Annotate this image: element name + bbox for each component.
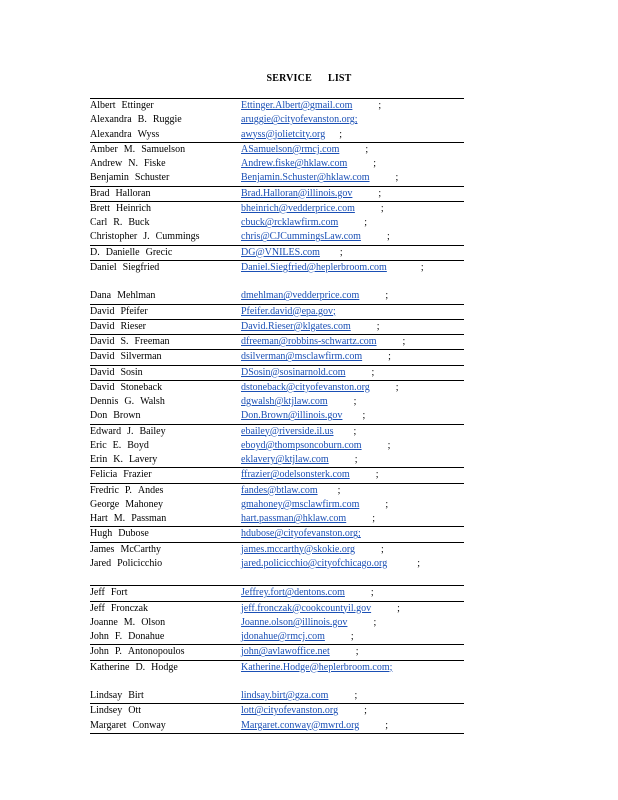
table-row (90, 260, 464, 289)
table-row (90, 186, 464, 201)
contact-email (241, 350, 464, 365)
name-word: David (90, 381, 115, 393)
separator-semicolon: ; (385, 498, 389, 510)
separator-semicolon: ; (385, 719, 389, 731)
name-word: Brad (90, 187, 110, 199)
name-word: E. (112, 439, 122, 451)
name-word: Hart (90, 513, 108, 524)
separator-semicolon: ; (417, 557, 420, 569)
email-link[interactable]: bheinrich@vedderprice.com (241, 202, 355, 214)
table-row (90, 557, 464, 586)
separator-semicolon: ; (385, 290, 389, 302)
separator-semicolon: ; (353, 396, 357, 407)
name-word: David (90, 305, 115, 317)
contact-name (90, 424, 241, 439)
separator-semicolon: ; (386, 231, 390, 243)
separator-semicolon: ; (353, 425, 357, 437)
table-row (90, 230, 464, 245)
table-row (90, 319, 464, 334)
name-word: Eric (90, 439, 107, 451)
table-row (90, 304, 464, 319)
contact-email (241, 704, 464, 719)
contact-email (241, 601, 464, 616)
separator-semicolon: ; (364, 705, 367, 717)
name-word: Pfeifer (120, 305, 148, 317)
separator-semicolon: ; (373, 158, 376, 169)
separator-semicolon: ; (378, 187, 382, 199)
contact-email (241, 512, 464, 527)
name-word: Mahoney (125, 498, 164, 510)
name-word: Cummings (155, 231, 200, 243)
name-word: Fredric (90, 484, 119, 496)
contact-name (90, 468, 241, 483)
name-word: P. (114, 646, 122, 658)
name-word: Wyss (137, 128, 160, 140)
contact-name (90, 660, 241, 689)
contact-name (90, 171, 241, 186)
contact-name (90, 245, 241, 260)
table-row (90, 99, 464, 114)
separator-semicolon: ; (387, 439, 391, 451)
contact-name (90, 113, 241, 127)
contact-name (90, 201, 241, 216)
email-link[interactable]: ffrazier@odelsonsterk.com (241, 469, 350, 481)
contact-email (241, 157, 464, 171)
email-link[interactable]: dsilverman@msclawfirm.com (241, 351, 363, 363)
contact-email (241, 201, 464, 216)
email-link[interactable]: Andrew.fiske@hklaw.com (241, 158, 348, 169)
contact-email (241, 557, 464, 586)
email-link[interactable]: aruggie@cityofevanston.org; (241, 114, 358, 126)
contact-name (90, 157, 241, 171)
table-row (90, 157, 464, 171)
contact-email (241, 365, 464, 380)
email-link[interactable]: dgwalsh@ktjlaw.com (241, 396, 328, 407)
table-row (90, 201, 464, 216)
name-word: David (90, 336, 115, 347)
name-word: Danielle (105, 246, 140, 258)
name-word: Lindsay (90, 690, 123, 701)
contact-name (90, 319, 241, 334)
separator-semicolon: ; (378, 100, 382, 111)
contact-name (90, 586, 241, 601)
email-link[interactable]: ebailey@riverside.il.us (241, 425, 334, 437)
contact-email (241, 483, 464, 498)
name-word: Rieser (120, 320, 146, 332)
name-word: Edward (90, 425, 122, 437)
contact-name (90, 260, 241, 289)
separator-semicolon: ; (364, 217, 368, 228)
table-row (90, 630, 464, 645)
name-word: Mehlman (117, 290, 156, 302)
name-word: Bailey (139, 425, 166, 437)
contact-name (90, 409, 241, 424)
name-word: Lindsey (90, 705, 123, 717)
separator-semicolon: ; (376, 320, 380, 332)
contact-name (90, 216, 241, 230)
contact-name (90, 645, 241, 660)
contact-email (241, 439, 464, 453)
separator-semicolon: ; (380, 202, 384, 214)
table-row (90, 350, 464, 365)
name-word: Olson (141, 616, 166, 628)
contact-email (241, 630, 464, 645)
name-word: Jeff (90, 602, 105, 614)
table-row (90, 645, 464, 660)
contact-name (90, 601, 241, 616)
email-link[interactable]: lott@cityofevanston.org (241, 705, 339, 717)
name-word: Ott (128, 705, 141, 717)
separator-semicolon: ; (397, 602, 400, 614)
separator-semicolon: ; (354, 454, 358, 465)
name-word: Birt (128, 690, 144, 701)
email-link[interactable]: ASamuelson@rmcj.com (241, 143, 340, 155)
email-link[interactable]: DSosin@sosinarnold.com (241, 366, 346, 378)
name-word: Alexandra (90, 128, 132, 140)
contact-email (241, 319, 464, 334)
contact-email (241, 99, 464, 114)
contact-name (90, 380, 241, 395)
name-word: Don (90, 410, 108, 422)
table-row (90, 704, 464, 719)
contact-name (90, 142, 241, 157)
name-word: D. (135, 661, 146, 673)
contact-email (241, 128, 464, 143)
email-link[interactable]: Don.Brown@illinois.gov (241, 410, 343, 422)
separator-semicolon: ; (402, 336, 406, 347)
email-link[interactable]: lindsay.birt@gza.com (241, 690, 329, 701)
separator-semicolon: ; (350, 631, 354, 642)
table-row (90, 660, 464, 689)
email-link[interactable]: jared.policicchio@cityofchicago.org (241, 557, 388, 569)
name-word: Joanne (90, 616, 118, 628)
email-link[interactable]: Margaret.conway@mwrd.org (241, 719, 360, 731)
name-word: G. (124, 396, 135, 407)
table-row (90, 483, 464, 498)
contact-email (241, 498, 464, 512)
name-word: F. (114, 631, 123, 642)
contact-name (90, 719, 241, 734)
name-word: David (90, 366, 115, 378)
table-row (90, 439, 464, 453)
contact-name (90, 557, 241, 586)
name-word: M. (123, 616, 136, 628)
separator-semicolon: ; (375, 469, 379, 481)
name-word: Andrew (90, 158, 123, 169)
table-row (90, 498, 464, 512)
contact-email (241, 230, 464, 245)
name-word: Margaret (90, 719, 127, 731)
name-word: Stoneback (120, 381, 163, 393)
contact-email (241, 645, 464, 660)
contact-name (90, 186, 241, 201)
name-word: Silverman (120, 351, 162, 363)
contact-name (90, 439, 241, 453)
contact-name (90, 335, 241, 350)
email-link[interactable]: Brad.Halloran@illinois.gov (241, 187, 353, 199)
separator-semicolon: ; (362, 410, 366, 422)
separator-semicolon: ; (388, 351, 391, 363)
name-word: Donahue (128, 631, 165, 642)
name-word: John (90, 631, 109, 642)
name-word: K. (113, 454, 123, 465)
separator-semicolon: ; (339, 128, 342, 140)
email-link[interactable]: eboyd@thompsoncoburn.com (241, 439, 362, 451)
table-row (90, 335, 464, 350)
name-word: J. (127, 425, 134, 437)
name-word: Andes (137, 484, 164, 496)
contact-name (90, 99, 241, 114)
separator-semicolon: ; (354, 690, 358, 701)
name-word: Frazier (123, 469, 152, 481)
name-word: M. (113, 513, 126, 524)
name-word: Policicchio (117, 557, 163, 569)
separator-semicolon: ; (337, 484, 341, 496)
email-link[interactable]: awyss@jolietcity.org (241, 128, 326, 140)
table-row (90, 616, 464, 630)
contact-email (241, 719, 464, 734)
contact-name (90, 630, 241, 645)
contact-name (90, 542, 241, 557)
email-link[interactable]: james.mccarthy@skokie.org (241, 543, 355, 555)
name-word: Brett (90, 202, 110, 214)
name-word: Albert (90, 100, 116, 111)
separator-semicolon: ; (370, 587, 374, 599)
name-word: David (90, 320, 115, 332)
email-link[interactable]: Ettinger.Albert@gmail.com (241, 100, 353, 111)
table-row (90, 424, 464, 439)
table-row (90, 601, 464, 616)
separator-semicolon: ; (365, 143, 369, 155)
name-word: Katherine (90, 661, 130, 673)
contact-name (90, 527, 241, 542)
service-list-table (90, 98, 464, 734)
contact-email (241, 424, 464, 439)
separator-semicolon: ; (373, 616, 377, 628)
contact-email (241, 527, 464, 542)
name-word: Carl (90, 217, 108, 228)
table-row (90, 512, 464, 527)
contact-name (90, 350, 241, 365)
contact-email (241, 186, 464, 201)
table-row (90, 719, 464, 734)
email-link[interactable]: gmahoney@msclawfirm.com (241, 498, 360, 510)
contact-email (241, 660, 464, 689)
name-word: R. (113, 217, 123, 228)
contact-email (241, 304, 464, 319)
separator-semicolon: ; (395, 381, 399, 393)
contact-email (241, 468, 464, 483)
table-row (90, 289, 464, 304)
contact-name (90, 704, 241, 719)
service-list-body (90, 99, 464, 734)
name-word: Boyd (127, 439, 149, 451)
name-word: McCarthy (120, 543, 161, 555)
name-word: B. (137, 114, 147, 126)
contact-name (90, 498, 241, 512)
contact-email (241, 171, 464, 186)
name-word: M. (123, 143, 136, 155)
name-word: Jared (90, 557, 112, 569)
contact-email (241, 142, 464, 157)
email-link[interactable]: DG@VNILES.com (241, 246, 320, 258)
table-row (90, 142, 464, 157)
name-word: Fronczak (110, 602, 149, 614)
email-link[interactable]: Jeffrey.fort@dentons.com (241, 587, 345, 599)
table-row (90, 689, 464, 704)
name-word: Siegfried (122, 261, 160, 273)
separator-semicolon: ; (395, 172, 399, 184)
email-link[interactable]: dmehlman@vedderprice.com (241, 290, 360, 302)
contact-email (241, 260, 464, 289)
contact-name (90, 230, 241, 245)
name-word: Antonopoulos (127, 646, 185, 658)
name-word: Schuster (134, 172, 170, 184)
email-link[interactable]: hart.passman@hklaw.com (241, 513, 347, 524)
name-word: Ruggie (152, 114, 182, 126)
name-word: Freeman (134, 336, 170, 347)
name-word: Daniel (90, 261, 117, 273)
separator-semicolon: ; (371, 366, 375, 378)
table-row (90, 171, 464, 186)
table-row (90, 113, 464, 127)
name-word: Conway (132, 719, 166, 731)
name-word: Alexandra (90, 114, 132, 126)
email-link[interactable]: Benjamin.Schuster@hklaw.com (241, 172, 370, 184)
name-word: Hodge (151, 661, 178, 673)
table-row (90, 380, 464, 395)
name-word: Jeff (90, 587, 105, 599)
table-row (90, 542, 464, 557)
name-word: George (90, 498, 120, 510)
name-word: Fort (110, 587, 128, 599)
table-row (90, 468, 464, 483)
email-link[interactable]: jeff.fronczak@cookcountyil.gov (241, 602, 372, 614)
name-word: Heinrich (116, 202, 151, 214)
email-link[interactable]: Joanne.olson@illinois.gov (241, 616, 348, 628)
separator-semicolon: ; (381, 543, 384, 555)
contact-email (241, 453, 464, 468)
email-link[interactable]: Katherine.Hodge@heplerbroom.com; (241, 661, 393, 673)
contact-email (241, 380, 464, 395)
contact-name (90, 512, 241, 527)
contact-name (90, 395, 241, 409)
name-word: Ettinger (121, 100, 154, 111)
name-word: Fiske (143, 158, 166, 169)
name-word: S. (120, 336, 129, 347)
email-link[interactable]: Pfeifer.david@epa.gov; (241, 305, 336, 317)
name-word: Walsh (140, 396, 165, 407)
table-row (90, 527, 464, 542)
name-word: John (90, 646, 109, 658)
name-word: Hugh (90, 528, 113, 540)
email-link[interactable]: David.Rieser@klgates.com (241, 320, 351, 332)
email-link[interactable]: eklavery@ktjlaw.com (241, 454, 329, 465)
contact-email (241, 245, 464, 260)
email-link[interactable]: fandes@btlaw.com (241, 484, 318, 496)
contact-name (90, 453, 241, 468)
contact-email (241, 395, 464, 409)
name-word: N. (128, 158, 138, 169)
table-row (90, 395, 464, 409)
name-word: P. (124, 484, 132, 496)
name-word: David (90, 351, 115, 363)
name-word: Passman (131, 513, 167, 524)
name-word: Christopher (90, 231, 138, 243)
email-link[interactable]: Daniel.Siegfried@heplerbroom.com (241, 261, 387, 273)
contact-name (90, 616, 241, 630)
name-word: Lavery (128, 454, 158, 465)
contact-name (90, 289, 241, 304)
name-word: Dana (90, 290, 112, 302)
name-word: Sosin (120, 366, 143, 378)
page-title (0, 73, 618, 84)
name-word: Dubose (118, 528, 149, 540)
name-word: Dennis (90, 396, 119, 407)
table-row (90, 409, 464, 424)
email-link[interactable]: dfreeman@robbins-schwartz.com (241, 336, 377, 347)
table-row (90, 216, 464, 230)
contact-email (241, 689, 464, 704)
name-word: Halloran (115, 187, 151, 199)
contact-email (241, 335, 464, 350)
contact-email (241, 616, 464, 630)
name-word: D. (90, 246, 100, 258)
name-word: Felicia (90, 469, 118, 481)
separator-semicolon: ; (355, 646, 359, 658)
title-word-2: LIST (327, 73, 352, 84)
name-word: Samuelson (141, 143, 186, 155)
name-word: Brown (113, 410, 141, 422)
contact-name (90, 689, 241, 704)
contact-name (90, 483, 241, 498)
email-link[interactable]: john@avlawoffice.net (241, 646, 330, 658)
table-row (90, 586, 464, 601)
title-word-1: SERVICE (266, 73, 312, 84)
separator-semicolon: ; (339, 246, 343, 258)
contact-name (90, 365, 241, 380)
email-link[interactable]: chris@CJCummingsLaw.com (241, 231, 361, 243)
email-link[interactable]: cbuck@rcklawfirm.com (241, 217, 339, 228)
name-word: Grecic (145, 246, 173, 258)
name-word: James (90, 543, 115, 555)
table-row (90, 365, 464, 380)
separator-semicolon: ; (420, 261, 424, 273)
table-row (90, 245, 464, 260)
email-link[interactable]: hdubose@cityofevanston.org; (241, 528, 361, 540)
name-word: J. (143, 231, 150, 243)
contact-email (241, 289, 464, 304)
separator-semicolon: ; (372, 513, 375, 524)
email-link[interactable]: jdonahue@rmcj.com (241, 631, 325, 642)
contact-email (241, 216, 464, 230)
contact-name (90, 128, 241, 143)
contact-email (241, 113, 464, 127)
contact-name (90, 304, 241, 319)
table-row (90, 453, 464, 468)
name-word: Buck (128, 217, 150, 228)
table-row (90, 128, 464, 143)
name-word: Erin (90, 454, 108, 465)
email-link[interactable]: dstoneback@cityofevanston.org (241, 381, 370, 393)
contact-email (241, 409, 464, 424)
contact-email (241, 586, 464, 601)
contact-email (241, 542, 464, 557)
name-word: Benjamin (90, 172, 129, 184)
name-word: Amber (90, 143, 118, 155)
